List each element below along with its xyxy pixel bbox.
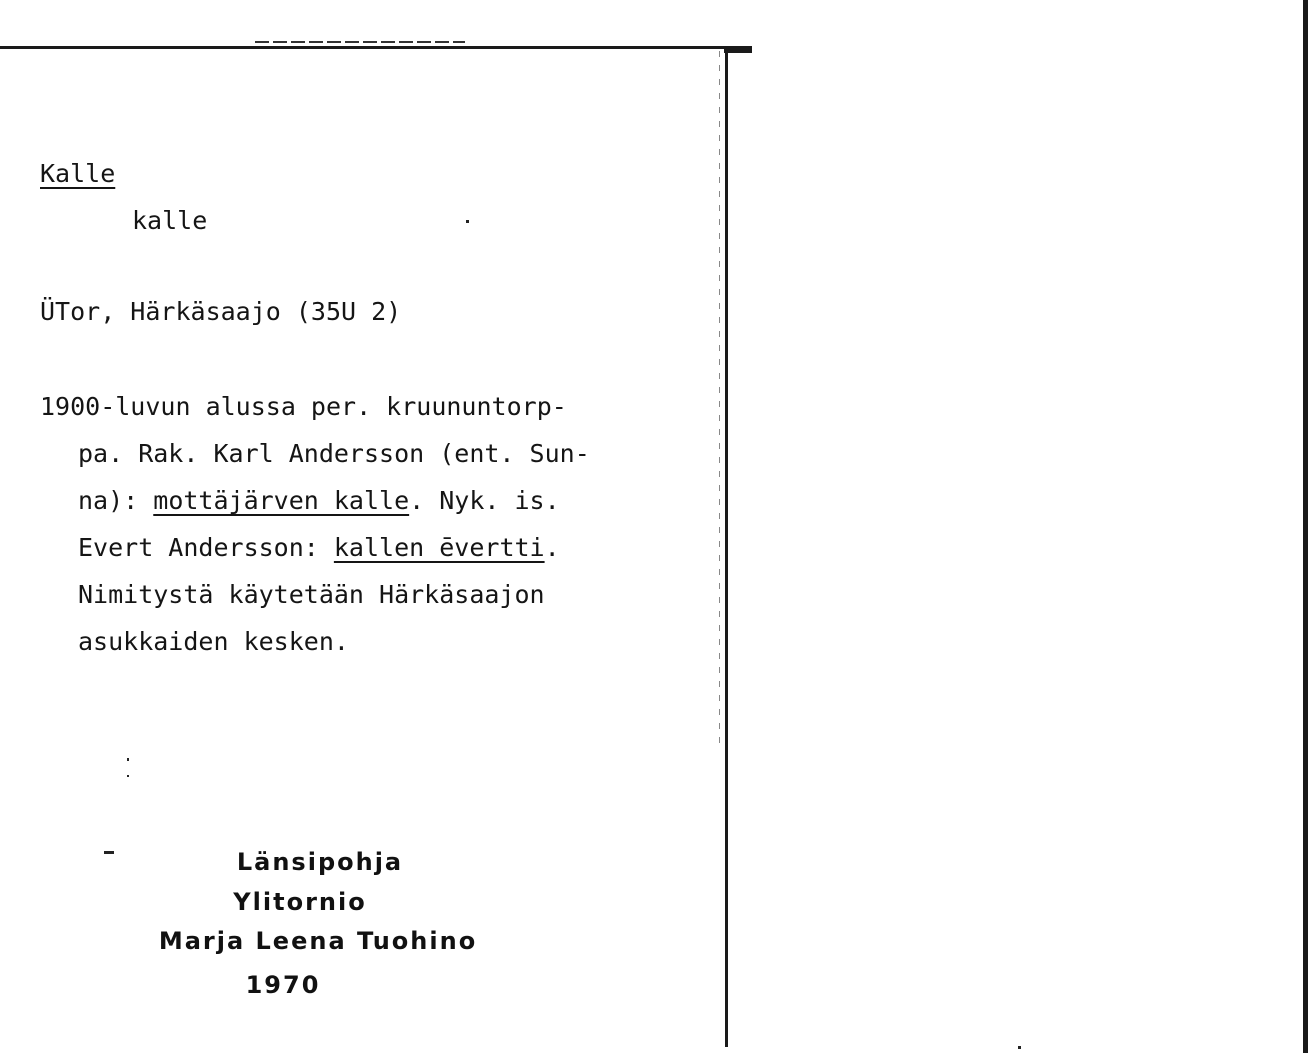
card-right-border (725, 51, 728, 1047)
card-top-border (0, 46, 752, 49)
scan-right-edge (1303, 0, 1308, 1053)
body-line-2: pa. Rak. Karl Andersson (ent. Sun- (78, 439, 590, 468)
card-top-border-end (724, 49, 752, 53)
dust-speck (127, 775, 129, 777)
body-line-3 (78, 477, 560, 524)
top-edge-fragment (255, 41, 465, 43)
underlined-name-1: mottäjärven kalle (153, 486, 410, 515)
stamp-collector: Marja Leena Tuohino (158, 927, 478, 955)
body-line-1: 1900-luvun alussa per. kruununtorp- (40, 392, 567, 421)
card-right-shadow (719, 51, 720, 751)
dust-speck (104, 851, 114, 854)
body-line-4 (78, 524, 560, 571)
body-line-3-start: na): (78, 486, 154, 515)
dust-speck (1018, 1046, 1021, 1049)
dust-speck (466, 220, 469, 223)
body-line-3-end: . Nyk. is. (409, 486, 560, 515)
location-line: ÜTor, Härkäsaajo (35U 2) (40, 297, 402, 326)
body-line-4-end: . (544, 533, 560, 562)
stamp-parish: Ylitornio (233, 888, 367, 916)
stamp-year: 1970 (245, 971, 321, 999)
dust-speck (127, 758, 129, 761)
body-line-5: Nimitystä käytetään Härkäsaajon (78, 580, 545, 609)
body-line-6: asukkaiden kesken. (78, 627, 349, 656)
body-line-4-start: Evert Andersson: (78, 533, 334, 562)
headword: Kalle (40, 159, 116, 188)
phonetic-form: kalle (132, 206, 208, 235)
underlined-name-2: kallen ēvertti (333, 533, 545, 562)
stamp-region: Länsipohja (236, 848, 404, 876)
